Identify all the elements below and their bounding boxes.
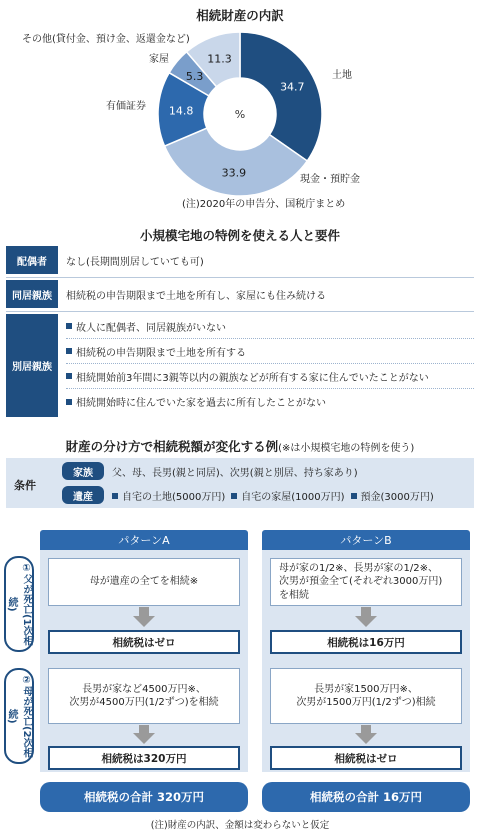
pattern-a-total: 相続税の合計 320万円 (40, 782, 248, 812)
pattern-b-step1: 母が家の1/2※、長男が家の1/2※、 次男が預金全て(それぞれ3000万円) を相続 (270, 558, 462, 606)
pattern-a-tax2: 相続税は320万円 (48, 746, 240, 770)
slice-value-label: 33.9 (221, 166, 247, 180)
asset-item: 自宅の家屋(1000万円) (231, 488, 344, 503)
assets-list (112, 488, 434, 503)
family-label: 家族 (62, 462, 104, 480)
req-body-cohabiting (58, 280, 474, 308)
assets-label: 遺産 (62, 486, 104, 504)
req-body-separate (58, 314, 474, 417)
pattern-a-tax1: 相続税はゼロ (48, 630, 240, 654)
condition-label: 条件 (14, 479, 36, 492)
asset-item: 自宅の土地(5000万円) (112, 488, 225, 503)
pattern-b-tax2: 相続税はゼロ (270, 746, 462, 770)
donut-title: 相続財産の内訳 (196, 8, 284, 23)
divider (6, 311, 474, 312)
slice-value-label: 34.7 (280, 80, 305, 94)
req-bullet: 相続開始時に住んでいた家を過去に所有したことがない (66, 389, 474, 414)
requirements-title: 小規模宅地の特例を使える人と要件 (139, 228, 340, 243)
slice-label-other: その他(貸付金、預け金、返還金など) (22, 34, 190, 45)
donut-center-unit: % (234, 108, 246, 121)
example-title: 財産の分け方で相続税額が変化する例(※は小規模宅地の特例を使う) (65, 439, 415, 454)
req-row-cohabiting (6, 280, 474, 308)
down-arrow-icon (355, 616, 377, 627)
family-value: 父、母、長男(親と同居)、次男(親と別居、持ち家あり) (112, 468, 358, 479)
req-head-cohabiting: 同居親族 (6, 280, 58, 308)
donut-slice (240, 32, 322, 161)
slice-label-securities: 有価証券 (106, 101, 146, 112)
req-bullet: 相続開始前3年間に3親等以内の親族などが所有する家に住んでいたことがない (66, 364, 474, 389)
req-bullet: 相続税の申告期限まで土地を所有する (66, 339, 474, 364)
pattern-b-header: パターンB (262, 530, 470, 550)
donut-note: (注)2020年の申告分、国税庁まとめ (182, 199, 346, 210)
pattern-b-step2: 長男が家1500万円※、 次男が1500万円(1/2ずつ)相続 (270, 668, 462, 724)
down-arrow-icon (355, 733, 377, 744)
req-head-spouse: 配偶者 (6, 246, 58, 274)
divider (6, 277, 474, 278)
slice-label-land: 土地 (332, 70, 352, 81)
pattern-a-step2: 長男が家など4500万円※、 次男が4500万円(1/2ずつ)を相続 (48, 668, 240, 724)
req-row-separate (6, 314, 474, 417)
slice-value-label: 14.8 (168, 104, 194, 118)
req-text: なし(長期間別居していても可) (66, 256, 204, 268)
asset-item: 預金(3000万円) (351, 488, 434, 503)
pattern-b-total: 相続税の合計 16万円 (262, 782, 470, 812)
req-row-spouse (6, 246, 474, 274)
down-arrow-icon (133, 616, 155, 627)
stage2-label: ②母が死亡(2次相続) (6, 674, 32, 758)
slice-value-label: 11.3 (207, 52, 232, 66)
pattern-a-header: パターンA (40, 530, 248, 550)
down-arrow-icon (133, 733, 155, 744)
req-body-spouse (58, 246, 474, 274)
pattern-b-tax1: 相続税は16万円 (270, 630, 462, 654)
slice-label-cash: 現金・預貯金 (300, 174, 360, 185)
req-text: 相続税の申告期限まで土地を所有し、家屋にも住み続ける (66, 290, 326, 302)
slice-value-label: 5.3 (185, 70, 204, 84)
stage1-label: ①父が死亡(1次相続) (6, 562, 32, 646)
footnote: (注)財産の内訳、金額は変わらないと仮定 (150, 820, 330, 831)
slice-label-house: 家屋 (149, 54, 169, 65)
pattern-a-step1: 母が遺産の全てを相続※ (48, 558, 240, 606)
req-bullet: 故人に配偶者、同居親族がいない (66, 314, 474, 339)
req-head-separate: 別居親族 (6, 314, 58, 417)
